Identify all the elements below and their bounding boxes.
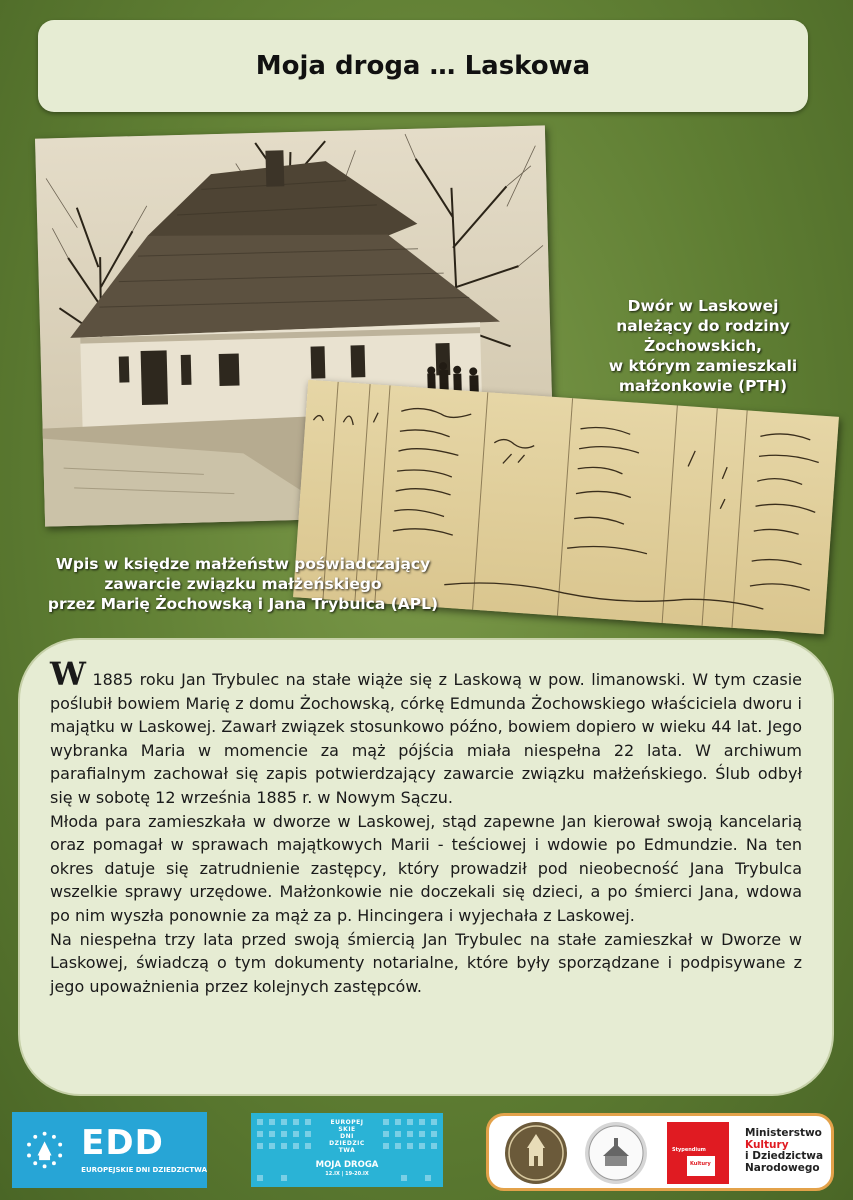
church-emblem-logo: [505, 1122, 567, 1184]
manor-caption-line: Żochowskich,: [643, 337, 763, 355]
droga-word: EUROPEJ: [330, 1119, 364, 1126]
body-paragraph-2: Młoda para zamieszkała w dworze w Laskowej, stąd zapewne Jan kierował swoją kancelarią oraz pomagał w sprawach majątkowych Marii - teściowej i wdowie po Edmundzie. Na ten okres datuje się zatrudnienie zastępcy, który prowadził pod nieobecność Jana Trybulca wszelkie sprawy urzędowe. Małżonkowie nie doczekali się dzieci, a po śmierci Jana, wdowa po nim wyszła ponownie za mąż za p. Hincingera i wyjechała z Laskowej.: [50, 811, 802, 925]
parish-seal-logo: [585, 1122, 647, 1184]
moja-droga-logo: [251, 1113, 443, 1187]
body-paragraph-1: [50, 655, 802, 810]
edd-emblem-icon: [22, 1121, 67, 1179]
stypendium-kultury-logo: [667, 1122, 729, 1184]
wooden-church-icon: [585, 1122, 647, 1184]
drop-cap: W: [50, 655, 86, 693]
body-text-panel: [18, 638, 834, 1096]
ministry-line: i Dziedzictwa: [745, 1150, 824, 1162]
ministry-line: Ministerstwo: [745, 1127, 822, 1139]
page-title: Moja droga … Laskowa: [255, 51, 591, 81]
manor-caption-line: w którym zamieszkali: [608, 357, 798, 375]
droga-word: DNI: [340, 1133, 354, 1140]
edd-big-text: EDD: [81, 1123, 164, 1163]
body-paragraph-3: Na niespełna trzy lata przed swoją śmiercią Jan Trybulec na stałe zamieszkał w Dworze w Laskowej, świadczą o tym dokumenty notarialne, które były sporządzane i podpisywane z jego upoważnienia przez kolejnych zastępców.: [50, 929, 802, 996]
edd-logo: [12, 1112, 207, 1188]
register-caption-line: Wpis w księdze małżeństw poświadczający: [55, 555, 431, 573]
droga-dates: 12.IX | 19-20.IX: [325, 1171, 369, 1177]
manor-caption: [578, 296, 828, 396]
manor-caption-line: małżonkowie (PTH): [618, 377, 788, 395]
ministry-line: Kultury: [745, 1138, 789, 1151]
ministry-line: Narodowego: [745, 1161, 820, 1174]
ministry-logo: [745, 1128, 829, 1174]
stypendium-inner-box: [687, 1156, 715, 1176]
edd-small-text: EUROPEJSKIE DNI DZIEDZICTWA: [81, 1166, 207, 1174]
church-icon: [505, 1122, 567, 1184]
body-paragraph-1-text: 1885 roku Jan Trybulec na stałe wiąże się z Laskową w pow. limanowski. W tym czasie poślubił bowiem Marię z domu Żochowską, córkę Edmunda Żochowskiego właściciela dworu i majątku w Laskowej. Zawarł związek stosunkowo późno, bowiem dopiero w wieku 44 lat. Jego wybranka Maria w momencie za mąż pójścia miała niespełna 22 lata. W archiwum parafialnym zachował się zapis potwierdzający zawarcie związku małżeńskiego. Ślub odbył się w sobotę 12 września 1885 r. w Nowym Sączu.: [50, 670, 802, 807]
droga-word: DZIEDZIC: [329, 1140, 365, 1147]
droga-word: TWA: [338, 1147, 356, 1154]
partner-logos-panel: [486, 1113, 834, 1191]
droga-word: SKIE: [338, 1126, 356, 1133]
title-box: [38, 20, 808, 112]
edd-wordmark: [81, 1123, 207, 1174]
droga-title: MOJA DROGA: [315, 1160, 379, 1170]
register-caption: [28, 554, 458, 614]
manor-caption-line: należący do rodziny: [616, 317, 790, 335]
register-caption-line: zawarcie związku małżeńskiego: [104, 575, 382, 593]
manor-caption-line: Dwór w Laskowej: [627, 297, 779, 315]
droga-wordstack: [319, 1119, 375, 1154]
stypendium-label: Stypendium: [672, 1147, 706, 1153]
register-caption-line: przez Marię Żochowską i Jana Trybulca (APL): [47, 595, 439, 613]
stypendium-inner-label: Kultury: [690, 1161, 711, 1167]
